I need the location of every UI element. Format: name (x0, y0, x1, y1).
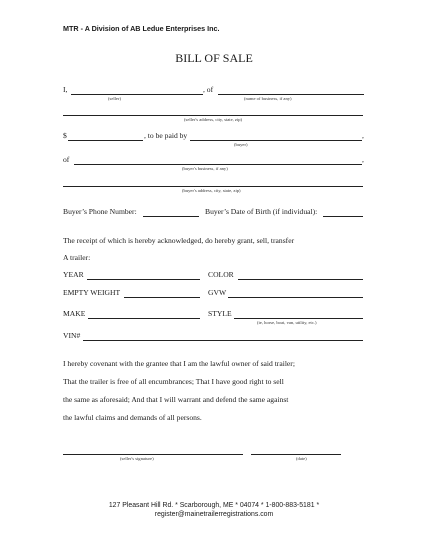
trailer-intro: A trailer: (63, 253, 91, 262)
buyer-address-caption: (buyer's address, city, state, zip) (182, 188, 241, 193)
buyer-dob-label: Buyer’s Date of Birth (if individual): (205, 207, 318, 216)
covenant-line-3: the same as aforesaid; And that I will warrant and defend the same against (63, 395, 289, 404)
footer-address: 127 Pleasant Hill Rd. * Scarborough, ME * 04074 * 1-800-883-5181 * (108, 502, 320, 509)
year-line[interactable] (87, 279, 200, 280)
covenant-line-4: the lawful claims and demands of all persons. (63, 413, 202, 422)
vin-label: VIN# (63, 331, 81, 340)
signature-date-line[interactable] (251, 454, 341, 455)
buyer-name-line[interactable] (190, 140, 362, 141)
document-title: BILL OF SALE (175, 51, 253, 65)
gvw-label: GVW (208, 288, 227, 297)
seller-signature-caption: (seller's signature) (120, 456, 154, 461)
covenant-line-1: I hereby covenant with the grantee that I am the lawful owner of said trailer; (63, 359, 295, 368)
buyer-address-line[interactable] (63, 186, 363, 187)
seller-name-line[interactable] (71, 94, 203, 95)
seller-business-caption: (name of business, if any) (244, 96, 292, 101)
buyer-phone-label: Buyer’s Phone Number: (63, 207, 137, 216)
vin-line[interactable] (83, 340, 363, 341)
seller-address-caption: (seller's address, city, state, zip) (184, 117, 243, 122)
seller-signature-line[interactable] (63, 454, 243, 455)
covenant-line-2: That the trailer is free of all encumbrances; That I have good right to sell (63, 377, 284, 386)
amount-line[interactable] (68, 140, 143, 141)
color-line[interactable] (238, 279, 363, 280)
color-label: COLOR (208, 270, 234, 279)
buyer-business-line[interactable] (74, 164, 362, 165)
seller-caption: (seller) (108, 96, 122, 101)
receipt-text: The receipt of which is hereby acknowledged, do hereby grant, sell, transfer (63, 236, 295, 245)
style-line[interactable] (234, 318, 363, 319)
signature-date-caption: (date) (296, 456, 307, 461)
buyer-caption: (buyer) (234, 142, 248, 147)
style-label: STYLE (208, 309, 232, 318)
footer-email[interactable]: register@mainetrailerregistrations.com (154, 511, 274, 518)
buyer-dob-line[interactable] (323, 216, 363, 217)
dollar-sign: $ (63, 131, 67, 140)
seller-prefix: I, (63, 85, 68, 94)
buyer-of-label: of (63, 155, 70, 164)
empty-weight-line[interactable] (124, 297, 200, 298)
year-label: YEAR (63, 270, 84, 279)
buyer-comma: , (362, 155, 364, 164)
buyer-phone-line[interactable] (143, 216, 199, 217)
make-line[interactable] (88, 318, 200, 319)
gvw-line[interactable] (228, 297, 363, 298)
seller-business-line[interactable] (218, 94, 364, 95)
buyer-business-caption: (buyer's business, if any) (182, 166, 228, 171)
seller-of-label: , of (203, 85, 214, 94)
make-label: MAKE (63, 309, 86, 318)
style-caption: (ie, horse, boat, van, utility, etc.) (257, 320, 317, 325)
company-header: MTR - A Division of AB Ledue Enterprises Inc. (63, 24, 220, 33)
payment-comma: , (362, 131, 364, 140)
paid-by-label: , to be paid by (144, 131, 188, 140)
seller-address-line[interactable] (63, 115, 363, 116)
empty-weight-label: EMPTY WEIGHT (63, 288, 121, 297)
